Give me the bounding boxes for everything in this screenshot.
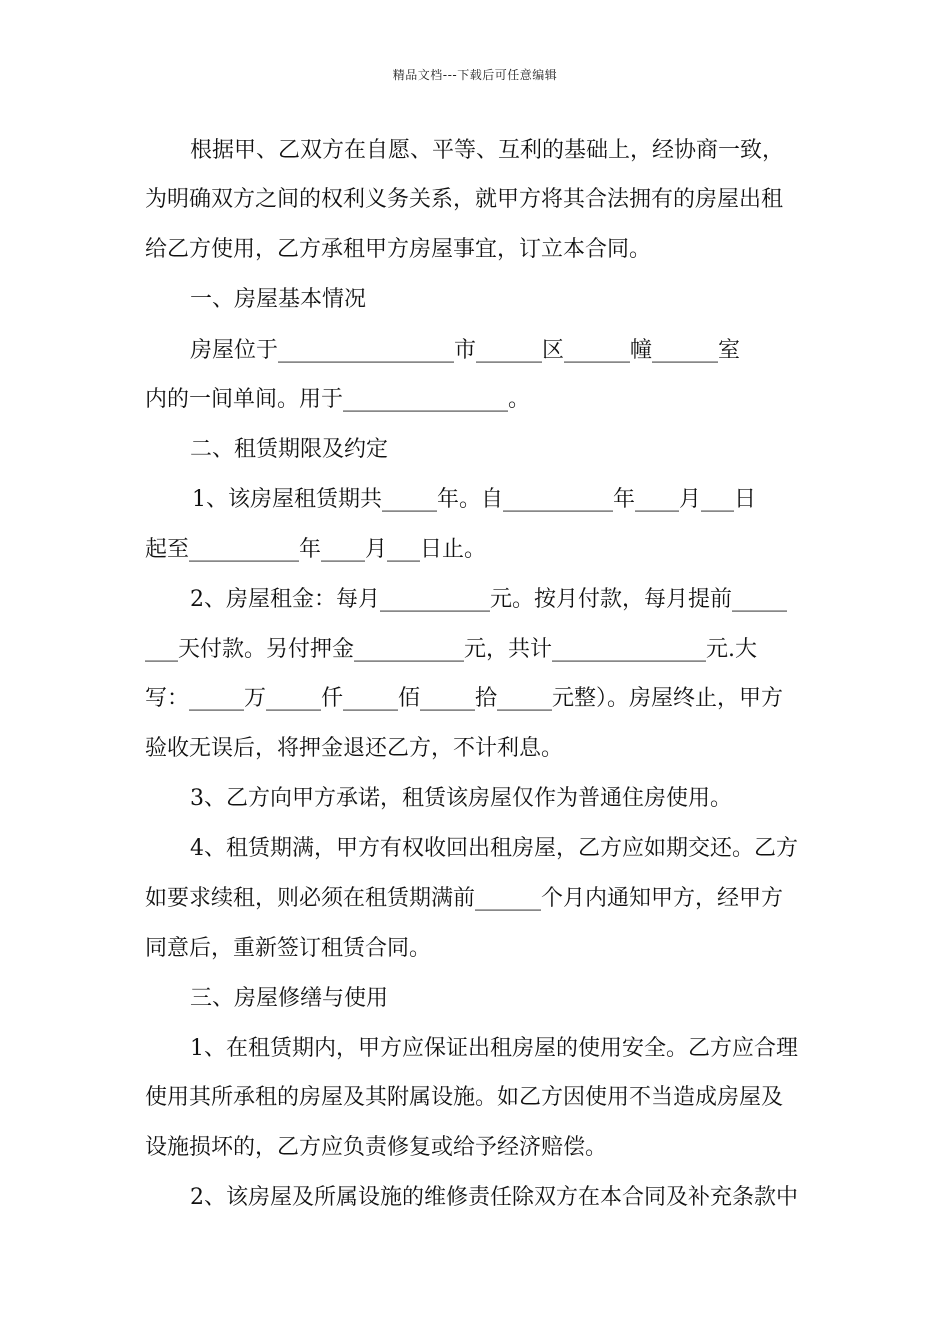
- section-heading: 二、租赁期限及约定: [190, 437, 389, 462]
- paragraph-line: 根据甲、乙双方在自愿、平等、互利的基础上，经协商一致，: [190, 138, 785, 163]
- paragraph-line: 2、该房屋及所属设施的维修责任除双方在本合同及补充条款中: [190, 1185, 798, 1210]
- section-heading: 一、房屋基本情况: [190, 287, 367, 312]
- paragraph-line: 为明确双方之间的权利义务关系，就甲方将其合法拥有的房屋出租: [145, 187, 784, 212]
- page-header: 精品文档---下载后可任意编辑: [392, 68, 558, 82]
- paragraph-line: 4、租赁期满，甲方有权收回出租房屋，乙方应如期交还。乙方: [190, 836, 798, 861]
- paragraph-line: 验收无误后，将押金退还乙方，不计利息。: [145, 736, 564, 761]
- paragraph-line: 2、房屋租金：每月__________元。按月付款，每月提前_____: [190, 587, 787, 612]
- paragraph-line: 起至__________年____月___日止。: [145, 537, 487, 562]
- paragraph-line: 3、乙方向甲方承诺，租赁该房屋仅作为普通住房使用。: [190, 786, 732, 811]
- paragraph-line: 写：_____万_____仟_____佰_____拾_____元整）。房屋终止，甲方: [145, 686, 784, 711]
- paragraph-line: 给乙方使用，乙方承租甲方房屋事宜，订立本合同。: [145, 237, 652, 262]
- paragraph-line: 房屋位于________________市______区______幢______室: [190, 338, 741, 363]
- paragraph-line: 1、该房屋租赁期共_____年。自__________年____月___日: [192, 487, 756, 512]
- paragraph-line: 使用其所承租的房屋及其附属设施。如乙方因使用不当造成房屋及: [145, 1085, 784, 1110]
- paragraph-line: ___天付款。另付押金__________元，共计______________元.大: [145, 637, 757, 662]
- section-heading: 三、房屋修缮与使用: [190, 986, 389, 1011]
- paragraph-line: 1、在租赁期内，甲方应保证出租房屋的使用安全。乙方应合理: [190, 1036, 798, 1061]
- paragraph-line: 如要求续租，则必须在租赁期满前______个月内通知甲方，经甲方: [145, 886, 784, 911]
- paragraph-line: 同意后，重新签订租赁合同。: [145, 936, 432, 961]
- paragraph-line: 内的一间单间。用于_______________。: [145, 387, 531, 412]
- paragraph-line: 设施损坏的，乙方应负责修复或给予经济赔偿。: [145, 1135, 608, 1160]
